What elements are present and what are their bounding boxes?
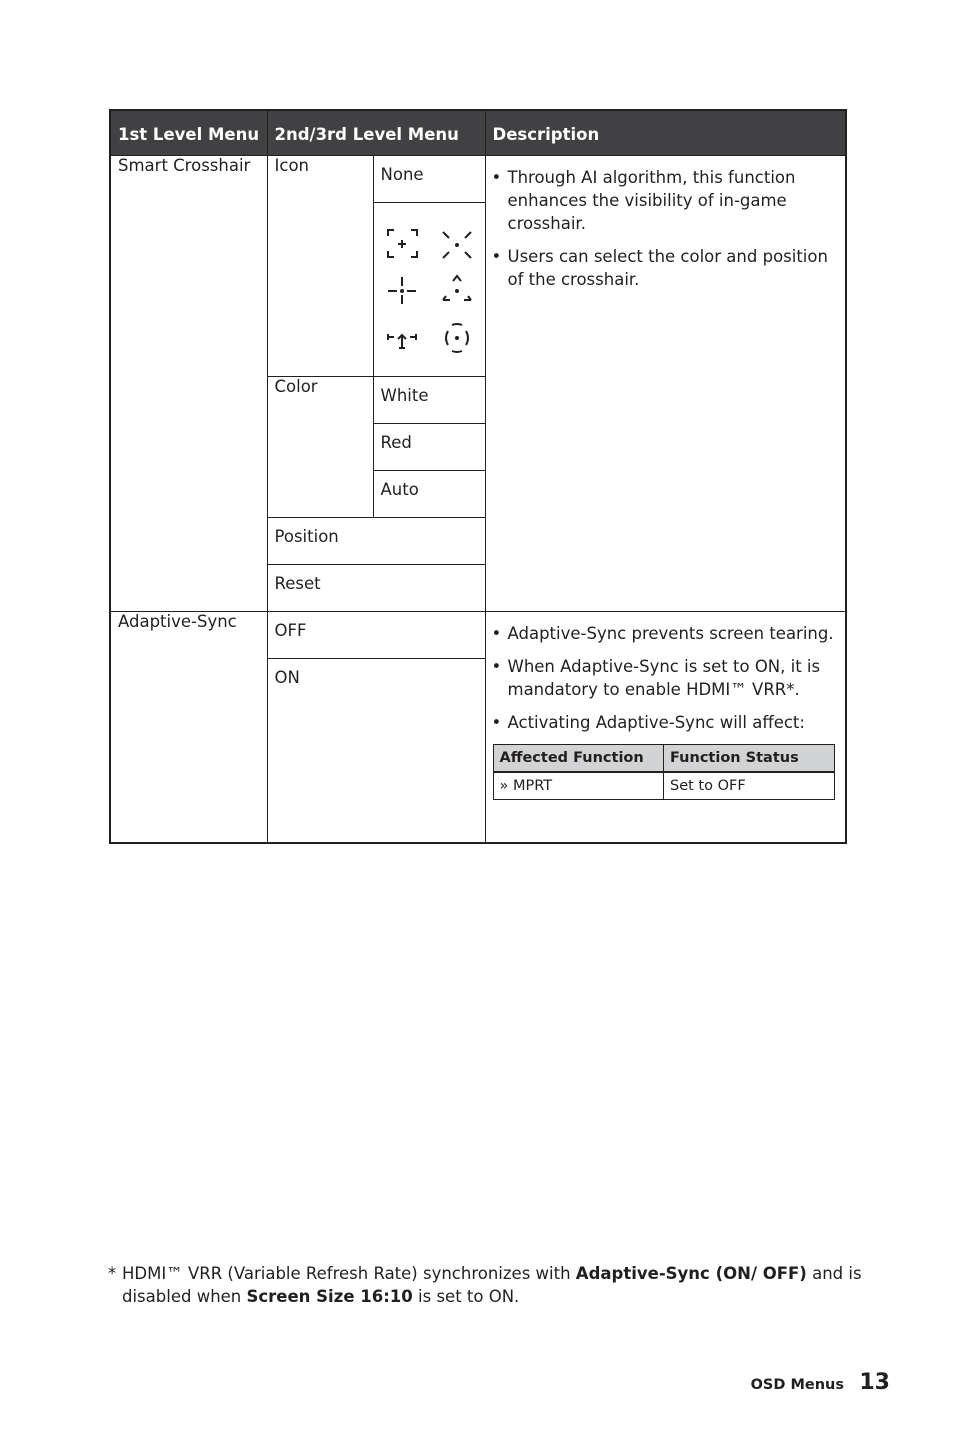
option-color-red: Red — [373, 424, 485, 471]
footnote-marker: * — [108, 1264, 117, 1283]
footnote-part: HDMI™ VRR (Variable Refresh Rate) synchronizes with — [122, 1264, 576, 1283]
option-color-auto: Auto — [373, 471, 485, 518]
submenu-reset: Reset — [267, 565, 485, 612]
option-adaptive-sync-on: ON — [267, 659, 485, 844]
description-bullet: • Through AI algorithm, this function enhances the visibility of in-game crosshair. — [491, 168, 796, 233]
menu-adaptive-sync: Adaptive-Sync — [110, 612, 267, 844]
crosshair-circle-icon — [446, 324, 468, 352]
crosshair-icons — [374, 203, 486, 376]
description-bullet: • Activating Adaptive-Sync will affect: — [491, 713, 805, 732]
footnote-text — [108, 1262, 868, 1308]
function-status-header: Function Status — [664, 745, 835, 773]
footnote-bold: Screen Size 16:10 — [246, 1287, 413, 1306]
description-bullet: • Users can select the color and position of the crosshair. — [491, 247, 828, 289]
footnote-part: and is disabled when — [122, 1264, 862, 1306]
option-color-white: White — [373, 377, 485, 424]
option-icon-none: None — [373, 156, 485, 203]
submenu-position: Position — [267, 518, 485, 565]
submenu-color: Color — [267, 377, 373, 518]
crosshair-arrow-icon — [388, 334, 416, 348]
osd-menu-table — [109, 109, 847, 844]
function-status-cell: Set to OFF — [664, 772, 835, 800]
submenu-icon: Icon — [267, 156, 373, 377]
crosshair-icons-cell — [373, 203, 485, 377]
affected-function-table — [493, 744, 835, 800]
footnote — [108, 1262, 868, 1308]
affected-function-cell: » MPRT — [493, 772, 664, 800]
affected-function-header: Affected Function — [493, 745, 664, 773]
footnote-bold: Adaptive-Sync (ON/ OFF) — [575, 1264, 807, 1283]
adaptive-sync-description — [485, 612, 846, 844]
crosshair-cross-icon — [388, 277, 416, 304]
header-description: Description — [485, 110, 846, 156]
description-bullet: • When Adaptive-Sync is set to ON, it is mandatory to enable HDMI™ VRR*. — [491, 657, 821, 699]
header-2nd-3rd-level: 2nd/3rd Level Menu — [267, 110, 485, 156]
header-1st-level: 1st Level Menu — [110, 110, 267, 156]
footnote-part: is set to ON. — [412, 1287, 520, 1306]
footer-section-label: OSD Menus — [750, 1377, 844, 1393]
menu-smart-crosshair: Smart Crosshair — [110, 156, 267, 612]
crosshair-triangle-icon — [443, 276, 471, 300]
crosshair-bracket-icon — [388, 230, 417, 257]
crosshair-x-icon — [443, 232, 471, 258]
smart-crosshair-description — [485, 156, 846, 612]
page-number: 13 — [859, 1370, 890, 1395]
description-bullet: • Adaptive-Sync prevents screen tearing. — [491, 624, 834, 643]
option-adaptive-sync-off: OFF — [267, 612, 485, 659]
